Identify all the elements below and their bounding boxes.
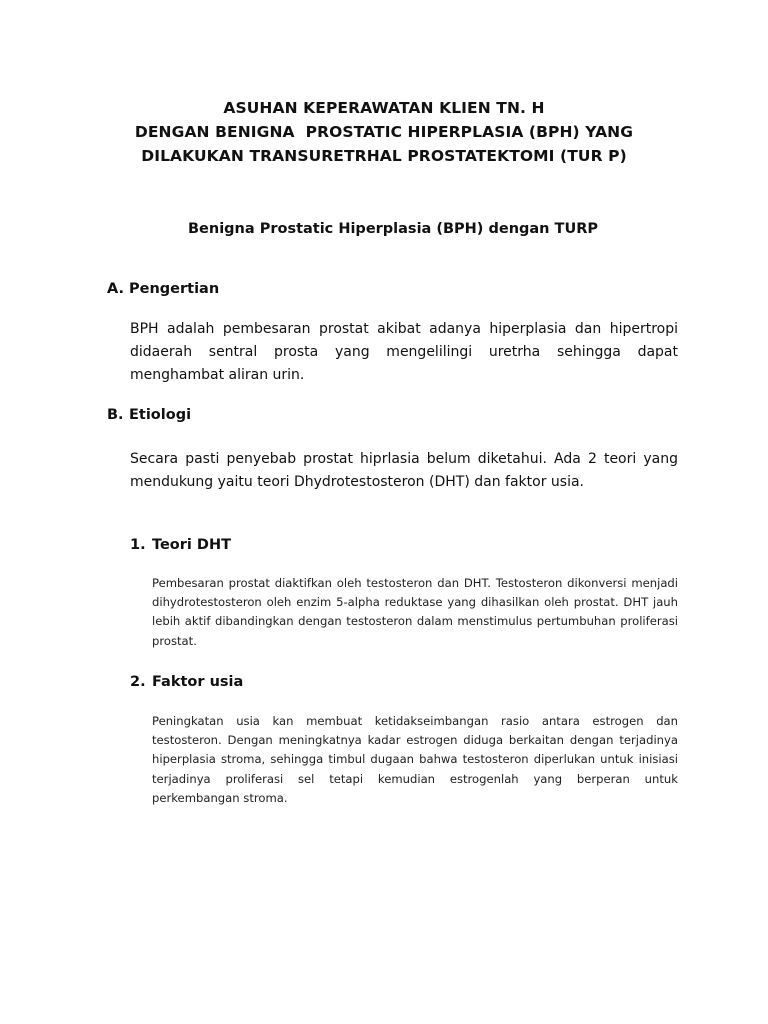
subsection-heading-faktor-usia bbox=[130, 672, 243, 692]
title-line-1: ASUHAN KEPERAWATAN KLIEN TN. H bbox=[223, 99, 545, 117]
section-heading-pengertian bbox=[107, 279, 219, 299]
subsection-number: 1. bbox=[130, 537, 146, 553]
section-heading-etiologi bbox=[107, 405, 191, 425]
etiologi-paragraph: Secara pasti penyebab prostat hiprlasia belum diketahui. Ada 2 teori yang mendukung yaitu teori Dhydrotestosteron (DHT) dan faktor usia. bbox=[130, 451, 678, 490]
section-letter: B. bbox=[107, 407, 124, 423]
document-title bbox=[0, 96, 768, 168]
title-line-3: DILAKUKAN TRANSURETRHAL PROSTATEKTOMI (TUR P) bbox=[141, 147, 627, 165]
title-line-2: DENGAN BENIGNA PROSTATIC HIPERPLASIA (BPH) YANG bbox=[134, 123, 634, 141]
subsection-number: 2. bbox=[130, 674, 146, 690]
section-heading-text: Pengertian bbox=[129, 281, 220, 297]
subsection-heading-text: Faktor usia bbox=[152, 674, 244, 690]
section-letter: A. bbox=[107, 281, 124, 297]
faktor-usia-paragraph: Peningkatan usia kan membuat ketidakseimbangan rasio antara estrogen dan testosteron. Dengan meningkatnya kadar estrogen diduga berkaitan dengan terjadinya hiperplasia stroma, sehingga timbul dugaan bahwa testosteron diperlukan untuk inisiasi terjadinya proliferasi sel tetapi kemudian estrogenlah yang berperan untuk perkembangan stroma. bbox=[152, 714, 678, 805]
subsection-heading-teori-dht bbox=[130, 535, 231, 555]
section-heading-text: Etiologi bbox=[129, 407, 192, 423]
pengertian-paragraph: BPH adalah pembesaran prostat akibat adanya hiperplasia dan hipertropi didaerah sentral prosta yang mengelilingi uretrha sehingga dapat menghambat aliran urin. bbox=[130, 321, 678, 383]
teori-dht-paragraph: Pembesaran prostat diaktifkan oleh testosteron dan DHT. Testosteron dikonversi menjadi dihydrotestosteron oleh enzim 5-alpha reduktase yang dihasilkan oleh prostat. DHT jauh lebih aktif dibandingkan dengan testosteron dalam menstimulus pertumbuhan proliferasi prostat. bbox=[152, 576, 678, 648]
document-subtitle: Benigna Prostatic Hiperplasia (BPH) dengan TURP bbox=[187, 221, 599, 237]
subsection-heading-text: Teori DHT bbox=[152, 537, 231, 553]
